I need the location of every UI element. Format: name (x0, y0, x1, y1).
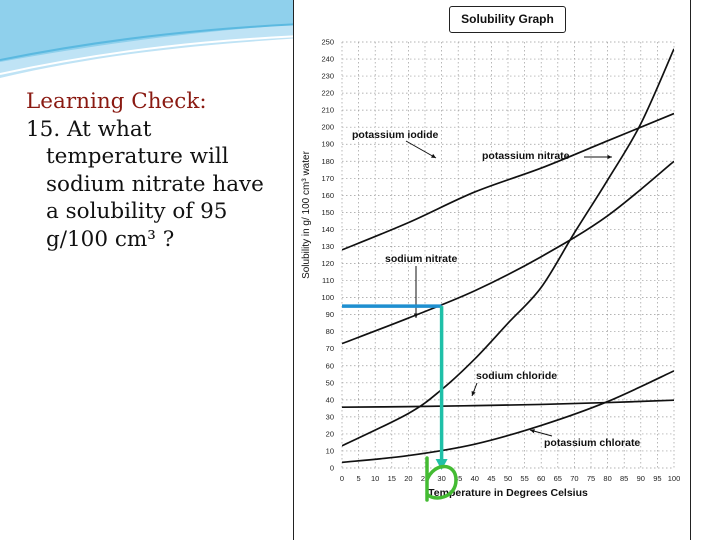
solubility-chart (294, 0, 690, 540)
x-tick-label: 80 (603, 474, 612, 483)
x-tick-label: 85 (620, 474, 629, 483)
y-tick-label: 0 (329, 463, 334, 473)
x-tick-label: 60 (537, 474, 546, 483)
question-line: temperature will (46, 144, 229, 169)
x-tick-label: 20 (404, 474, 413, 483)
y-tick-label: 90 (325, 310, 334, 320)
y-tick-label: 60 (325, 361, 334, 371)
y-axis-label: Solubility in g/ 100 cm³ water (301, 151, 312, 279)
chart-title: Solubility Graph (449, 6, 566, 33)
y-tick-label: 50 (325, 378, 334, 388)
question-line: sodium nitrate have (46, 171, 264, 197)
x-tick-label: 35 (454, 474, 463, 483)
y-tick-label: 180 (321, 156, 334, 166)
y-tick-label: 200 (321, 122, 334, 132)
x-tick-label: 25 (420, 474, 430, 483)
x-tick-label: 75 (586, 474, 596, 483)
y-tick-label: 30 (325, 412, 334, 422)
y-tick-label: 20 (325, 429, 334, 439)
x-tick-label: 10 (371, 474, 380, 483)
x-axis-label: Temperature in Degrees Celsius (428, 487, 588, 499)
leader-line (406, 141, 436, 158)
y-tick-label: 240 (321, 54, 334, 64)
slide-decoration (0, 0, 300, 80)
x-tick-label: 50 (503, 474, 513, 483)
leader-arrowhead (607, 155, 612, 159)
x-tick-label: 30 (437, 474, 446, 483)
series-label: potassium chlorate (544, 437, 641, 449)
x-tick-label: 45 (487, 474, 496, 483)
y-tick-label: 100 (321, 293, 334, 303)
y-tick-label: 250 (321, 37, 334, 47)
x-tick-label: 95 (653, 474, 662, 483)
x-tick-label: 55 (520, 474, 529, 483)
x-tick-label: 15 (387, 474, 396, 483)
y-tick-label: 130 (321, 241, 334, 251)
x-tick-label: 5 (356, 474, 361, 483)
question-line: g/100 cm³ ? (46, 226, 175, 252)
x-tick-label: 100 (667, 474, 681, 483)
series-label: sodium chloride (476, 370, 558, 382)
y-tick-label: 10 (325, 446, 334, 456)
y-tick-label: 40 (325, 395, 334, 405)
x-tick-label: 90 (636, 474, 645, 483)
question-heading: Learning Check: (26, 89, 207, 114)
y-tick-label: 70 (325, 344, 334, 354)
x-tick-label: 40 (470, 474, 479, 483)
series-label: potassium nitrate (482, 150, 570, 162)
y-tick-label: 220 (321, 88, 334, 98)
y-tick-label: 120 (321, 259, 334, 269)
y-tick-label: 230 (321, 71, 334, 81)
x-tick-label: 0 (339, 474, 345, 483)
series-label: sodium nitrate (385, 253, 458, 265)
x-tick-label: 70 (570, 474, 579, 483)
x-tick-label: 65 (553, 474, 562, 483)
series-label: potassium iodide (352, 129, 439, 141)
question-line: a solubility of 95 (46, 199, 228, 224)
y-tick-label: 140 (321, 224, 334, 234)
y-tick-label: 170 (321, 173, 334, 183)
y-tick-label: 150 (321, 207, 334, 217)
question-number-line: 15. At what (26, 116, 152, 142)
y-tick-label: 210 (321, 105, 334, 115)
y-tick-label: 160 (321, 190, 334, 200)
y-tick-label: 190 (321, 139, 334, 149)
question-text (26, 88, 288, 253)
y-tick-label: 110 (322, 276, 334, 286)
y-tick-label: 80 (325, 327, 334, 337)
solubility-figure (293, 0, 691, 540)
